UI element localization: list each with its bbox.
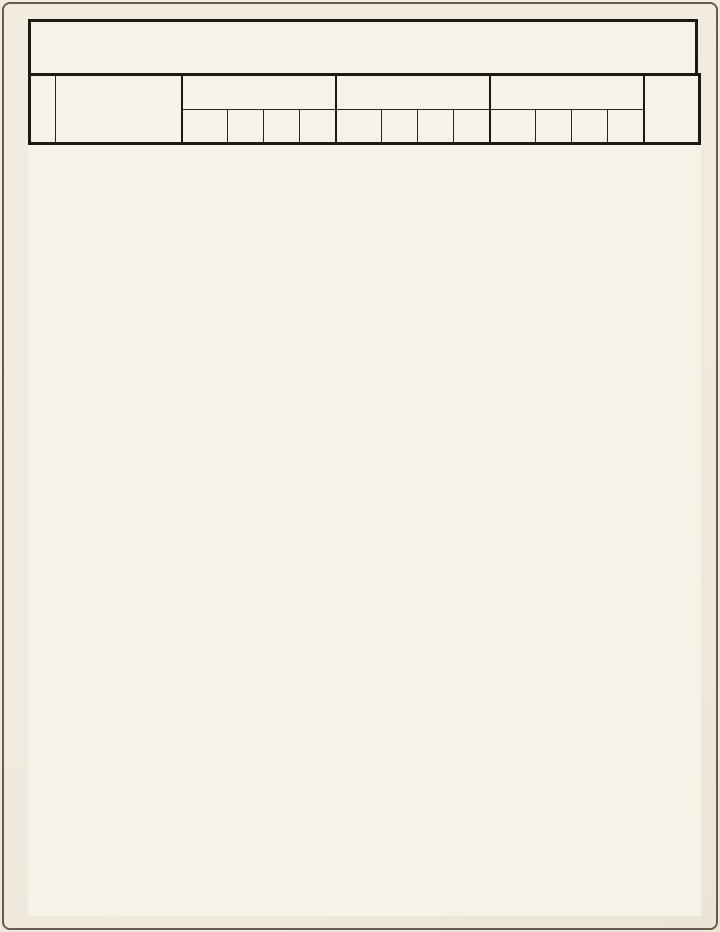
- title-header-box: [28, 19, 698, 73]
- header-prize: [644, 75, 700, 144]
- results-body: [30, 144, 700, 915]
- header-r1-1hit: [228, 110, 264, 144]
- score-sheet: [28, 19, 698, 916]
- results-table: [28, 73, 701, 916]
- header-tot-3hit: [608, 110, 644, 144]
- header-grand-total: [490, 75, 644, 110]
- header-r1-2hit: [264, 110, 300, 144]
- header-r2-3hit: [454, 110, 490, 144]
- header-r1-3hit: [300, 110, 336, 144]
- header-round1: [182, 75, 336, 110]
- header-tot-1hit: [536, 110, 572, 144]
- header-tot-total: [490, 110, 536, 144]
- header-r2-2hit: [418, 110, 454, 144]
- header-r1-total: [182, 110, 228, 144]
- header-r2-1hit: [382, 110, 418, 144]
- header-r2-total: [336, 110, 382, 144]
- header-round2: [336, 75, 490, 110]
- header-name: [56, 75, 182, 144]
- header-tot-2hit: [572, 110, 608, 144]
- header-player-number: [30, 75, 56, 144]
